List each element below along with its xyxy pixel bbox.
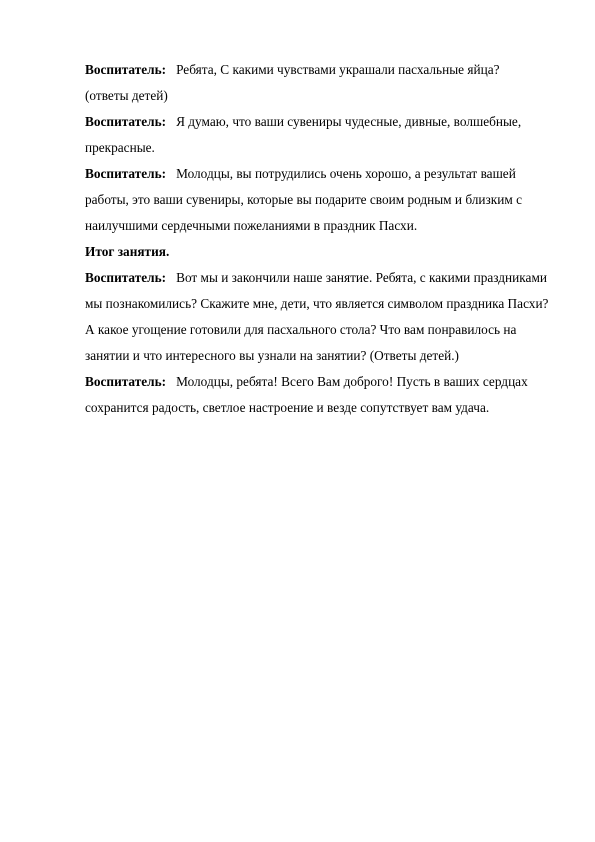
- note-text: (ответы детей): [85, 88, 168, 103]
- dialogue-paragraph-2: [85, 109, 560, 161]
- dialogue-text: Вот мы и закончили наше занятие. Ребята, с какими праздниками мы познакомились? Скажите мне, дети, что является символом праздника Пасхи? А какое угощение готовили для пасхального стола? Что вам понравилось на занятии и что интересного вы узнали на занятии? (Ответы детей.): [85, 270, 549, 363]
- speaker-label: Воспитатель:: [85, 374, 167, 389]
- dialogue-text: Ребята, С какими чувствами украшали пасхальные яйца?: [176, 62, 500, 77]
- section-heading: Итог занятия.: [85, 244, 170, 259]
- document-body: [85, 57, 560, 421]
- speaker-label: Воспитатель:: [85, 270, 167, 285]
- children-answers-note: [85, 83, 560, 109]
- speaker-label: Воспитатель:: [85, 62, 167, 77]
- dialogue-paragraph-3: [85, 161, 560, 239]
- dialogue-paragraph-1: [85, 57, 560, 83]
- dialogue-text: Молодцы, вы потрудились очень хорошо, а результат вашей работы, это ваши сувениры, которые вы подарите своим родным и близким с наилучшими сердечными пожеланиями в праздник Пасхи.: [85, 166, 523, 233]
- dialogue-paragraph-5: [85, 369, 560, 421]
- speaker-label: Воспитатель:: [85, 166, 167, 181]
- dialogue-text: Молодцы, ребята! Всего Вам доброго! Пусть в ваших сердцах сохранится радость, светлое настроение и везде сопутствует вам удача.: [85, 374, 528, 415]
- dialogue-paragraph-4: [85, 265, 560, 369]
- speaker-label: Воспитатель:: [85, 114, 167, 129]
- dialogue-text: Я думаю, что ваши сувениры чудесные, дивные, волшебные, прекрасные.: [85, 114, 522, 155]
